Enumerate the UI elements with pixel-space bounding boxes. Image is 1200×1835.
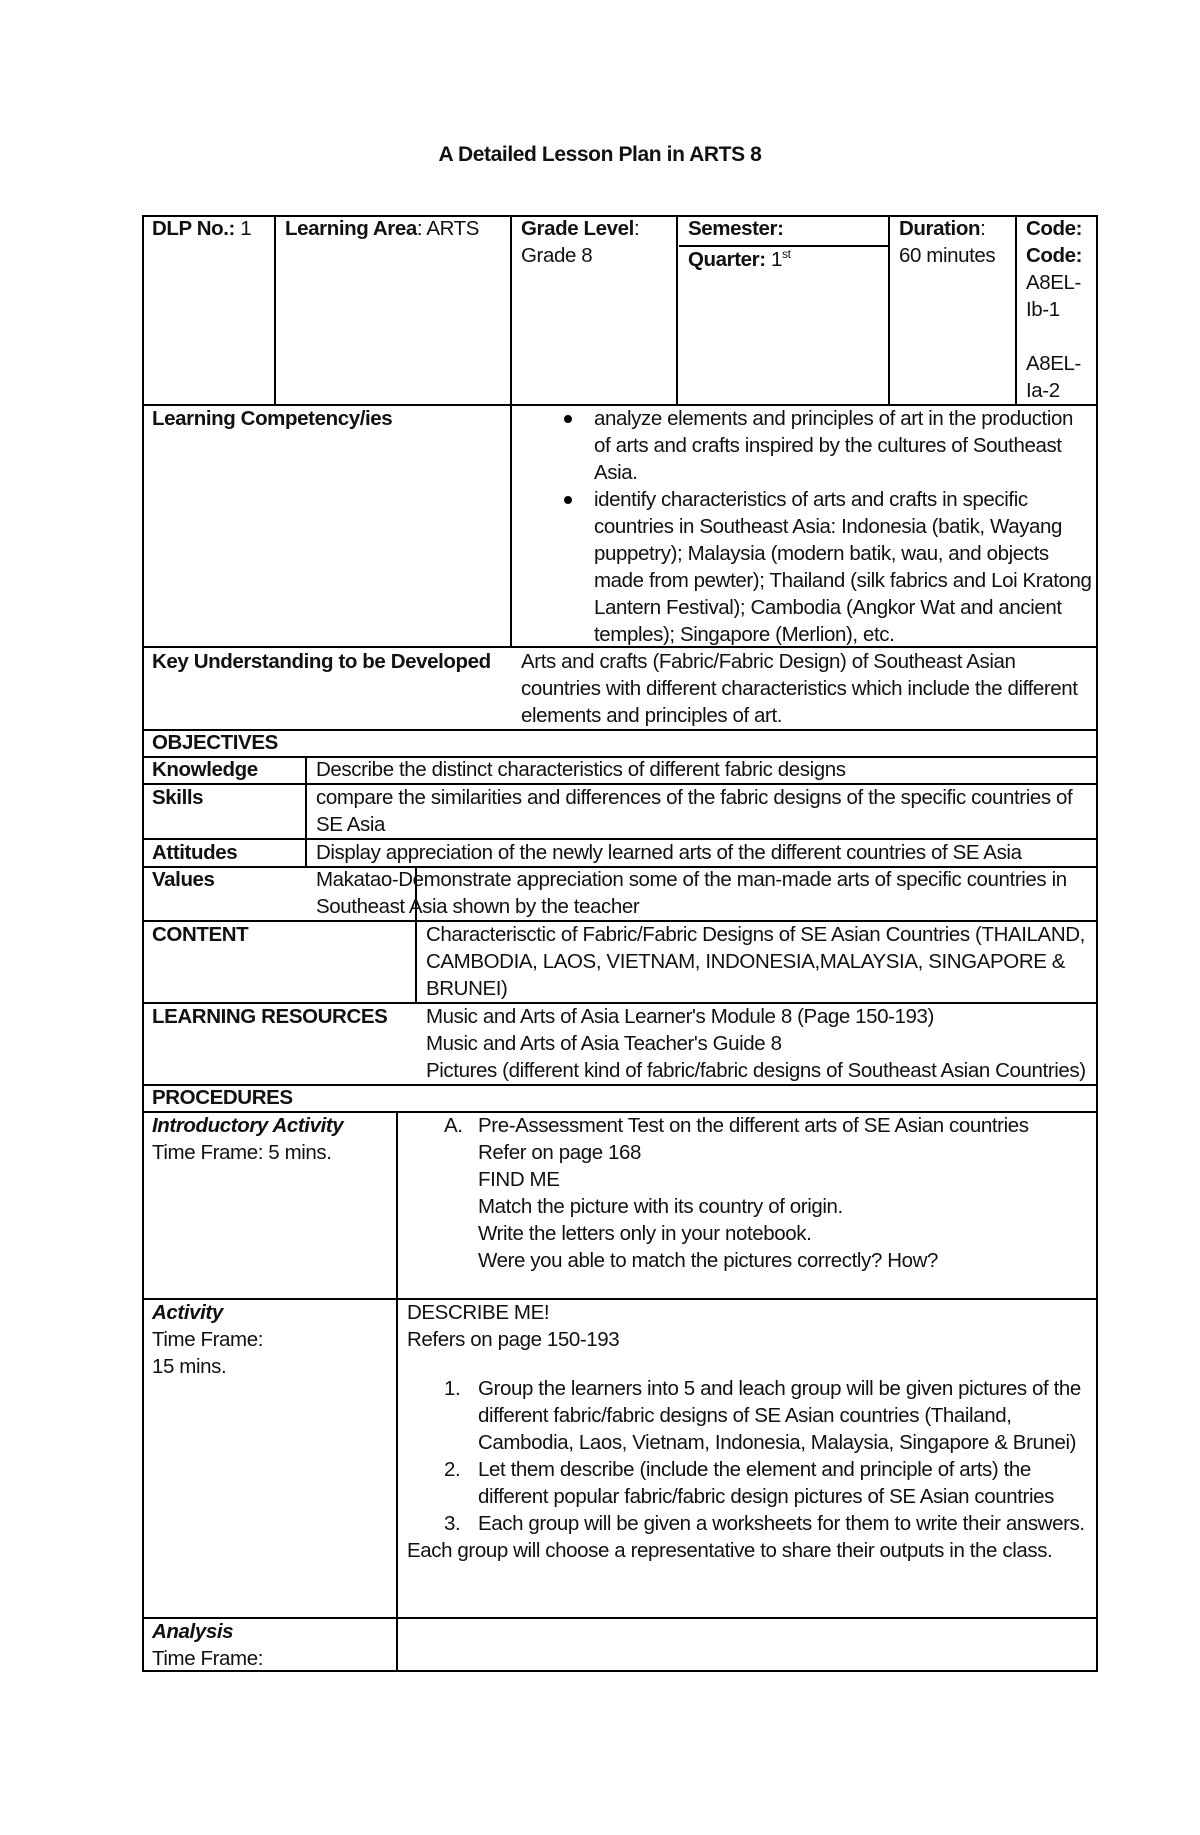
bullet-icon [564,496,572,504]
knowledge-label: Knowledge [152,758,258,781]
activity-item-1-line-1: Group the learners into 5 and leach group will be given pictures of the [478,1377,1081,1400]
bullet-icon [564,415,572,423]
activity-title: Activity [152,1301,223,1324]
competency-2-line-5: Lantern Festival); Cambodia (Angkor Wat and ancient [594,596,1062,619]
resources-label: LEARNING RESOURCES [152,1005,388,1028]
intro-line-2: Refer on page 168 [478,1141,642,1164]
intro-activity-title: Introductory Activity [152,1114,344,1137]
content-label: CONTENT [152,923,249,946]
objectives-heading: OBJECTIVES [152,731,278,754]
analysis-title: Analysis [152,1620,234,1643]
attitudes-label: Attitudes [152,841,238,864]
dlp-label: DLP No.: [152,217,235,240]
activity-heading: DESCRIBE ME! [407,1301,550,1324]
code-label-2: Code: [1026,244,1083,267]
code-1-line-1: A8EL- [1026,271,1081,294]
activity-item-3-line-1: Each group will be given a worksheets for them to write their answers. [478,1512,1085,1535]
competency-1-line-1: analyze elements and principles of art in the production [594,407,1074,430]
activity-item-3-number: 3. [444,1512,461,1535]
competency-2-line-4: made from pewter); Thailand (silk fabrics and Loi Kratong [594,569,1092,592]
learning-area-value: : ARTS [416,217,480,240]
values-label: Values [152,868,215,891]
intro-activity-time: Time Frame: 5 mins. [152,1141,332,1164]
intro-line-1: Pre-Assessment Test on the different arts of SE Asian countries [478,1114,1029,1137]
activity-closing: Each group will choose a representative to share their outputs in the class. [407,1539,1053,1562]
content-line-3: BRUNEI) [426,977,508,1000]
key-understanding-line-2: countries with different characteristics which include the different [521,677,1078,700]
learning-area [285,215,479,242]
activity-reference: Refers on page 150-193 [407,1328,620,1351]
competency-2-line-1: identify characteristics of arts and crafts in specific [594,488,1028,511]
key-understanding-line-3: elements and principles of art. [521,704,783,727]
content-line-2: CAMBODIA, LAOS, VIETNAM, INDONESIA,MALAYSIA, SINGAPORE & [426,950,1066,973]
intro-line-4: Match the picture with its country of origin. [478,1195,843,1218]
activity-time-label: Time Frame: [152,1328,264,1351]
semester-label: Semester: [688,217,784,240]
competency-2-line-2: countries in Southeast Asia: Indonesia (batik, Wayang [594,515,1063,538]
intro-line-3: FIND ME [478,1168,560,1191]
quarter-suffix: st [782,247,791,262]
procedures-heading: PROCEDURES [152,1086,293,1109]
intro-marker: A. [444,1114,463,1137]
competency-1-line-2: of arts and crafts inspired by the cultures of Southeast [594,434,1062,457]
quarter [688,246,791,273]
skills-line-1: compare the similarities and differences of the fabric designs of the specific countries of [316,786,1073,809]
code-label-1: Code: [1026,217,1083,240]
duration-colon: : [980,217,986,240]
grade-level-colon: : [633,217,640,240]
resources-line-3: Pictures (different kind of fabric/fabric designs of Southeast Asian Countries) [426,1059,1086,1082]
activity-item-2-line-2: different popular fabric/fabric design pictures of SE Asian countries [478,1485,1054,1508]
values-line-1: Makatao-Demonstrate appreciation some of the man-made arts of specific countries in [316,868,1067,891]
competency-2-line-6: temples); Singapore (Merlion), etc. [594,623,895,646]
knowledge-text: Describe the distinct characteristics of different fabric designs [316,758,846,781]
attitudes-text: Display appreciation of the newly learned arts of the different countries of SE Asia [316,841,1022,864]
content-line-1: Characterisctic of Fabric/Fabric Designs of SE Asian Countries (THAILAND, [426,923,1085,946]
competency-1-line-3: Asia. [594,461,638,484]
duration [899,215,985,242]
code-2-line-2: Ia-2 [1026,379,1060,402]
skills-line-2: SE Asia [316,813,385,836]
dlp-number [152,215,251,242]
duration-label: Duration [899,217,981,240]
resources-line-1: Music and Arts of Asia Learner's Module 8 (Page 150-193) [426,1005,934,1028]
grade-level-label: Grade Level [521,217,634,240]
activity-time-value: 15 mins. [152,1355,227,1378]
dlp-value: 1 [240,217,252,240]
competency-2-line-3: puppetry); Malaysia (modern batik, wau, and objects [594,542,1049,565]
quarter-value: 1 [770,248,782,271]
grade-level [521,215,639,242]
key-understanding-line-1: Arts and crafts (Fabric/Fabric Design) of Southeast Asian [521,650,1016,673]
values-line-2: Southeast Asia shown by the teacher [316,895,640,918]
activity-item-2-line-1: Let them describe (include the element and principle of arts) the [478,1458,1031,1481]
activity-item-1-number: 1. [444,1377,461,1400]
duration-value: 60 minutes [899,244,996,267]
intro-line-6: Were you able to match the pictures correctly? How? [478,1249,939,1272]
skills-label: Skills [152,786,204,809]
intro-line-5: Write the letters only in your notebook. [478,1222,812,1245]
code-2-line-1: A8EL- [1026,352,1081,375]
analysis-time: Time Frame: [152,1647,264,1670]
learning-area-label: Learning Area [285,217,417,240]
grade-level-value: Grade 8 [521,244,593,267]
activity-item-2-number: 2. [444,1458,461,1481]
code-1-line-2: Ib-1 [1026,298,1060,321]
page-title: A Detailed Lesson Plan in ARTS 8 [438,143,762,166]
resources-line-2: Music and Arts of Asia Teacher's Guide 8 [426,1032,782,1055]
quarter-label: Quarter: [688,248,766,271]
key-understanding-label: Key Understanding to be Developed [152,650,491,673]
competency-label: Learning Competency/ies [152,407,393,430]
activity-item-1-line-3: Cambodia, Laos, Vietnam, Indonesia, Malaysia, Singapore & Brunei) [478,1431,1077,1454]
activity-item-1-line-2: different fabric/fabric designs of SE Asian countries (Thailand, [478,1404,1012,1427]
